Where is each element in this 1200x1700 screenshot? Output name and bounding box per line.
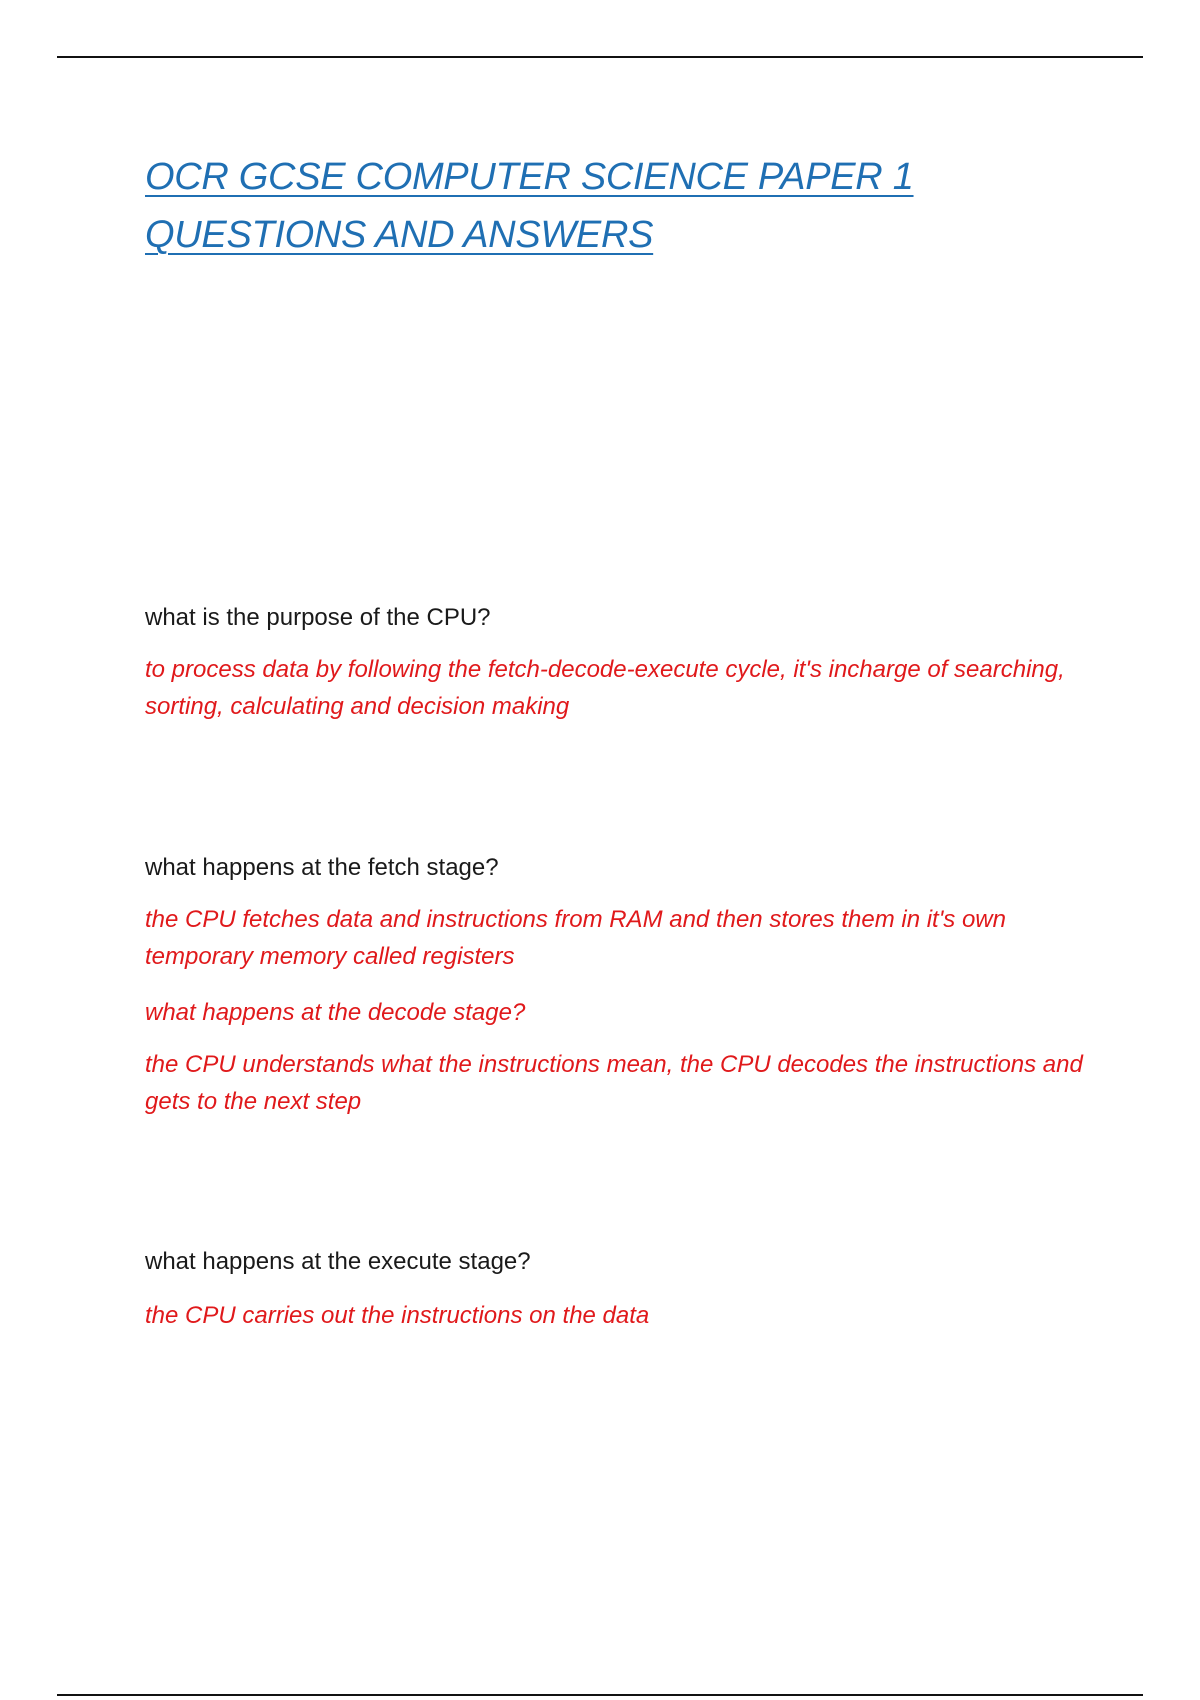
qa-item xyxy=(145,994,1085,1031)
question-text: what is the purpose of the CPU? xyxy=(145,604,491,631)
answer-text: the CPU understands what the instructions mean, the CPU decodes the instructions and gets to the next step xyxy=(145,1051,1083,1115)
qa-item xyxy=(145,651,1085,725)
qa-item xyxy=(145,1046,1085,1120)
bottom-divider xyxy=(57,1694,1143,1696)
answer-text: to process data by following the fetch-decode-execute cycle, it's incharge of searching, sorting, calculating and decision making xyxy=(145,656,1065,720)
answer-text: what happens at the decode stage? xyxy=(145,999,526,1026)
question-text: what happens at the execute stage? xyxy=(145,1248,531,1275)
qa-item xyxy=(145,851,1085,885)
document-title: OCR GCSE COMPUTER SCIENCE PAPER 1 QUESTIONS AND ANSWERS xyxy=(145,156,914,256)
top-divider xyxy=(57,56,1143,58)
qa-item xyxy=(145,1245,1085,1279)
qa-item xyxy=(145,601,1085,635)
qa-item xyxy=(145,901,1085,975)
answer-text: the CPU carries out the instructions on the data xyxy=(145,1302,650,1329)
answer-text: the CPU fetches data and instructions from RAM and then stores them in it's own temporary memory called registers xyxy=(145,906,1006,970)
question-text: what happens at the fetch stage? xyxy=(145,854,499,881)
qa-item xyxy=(145,1297,1085,1334)
